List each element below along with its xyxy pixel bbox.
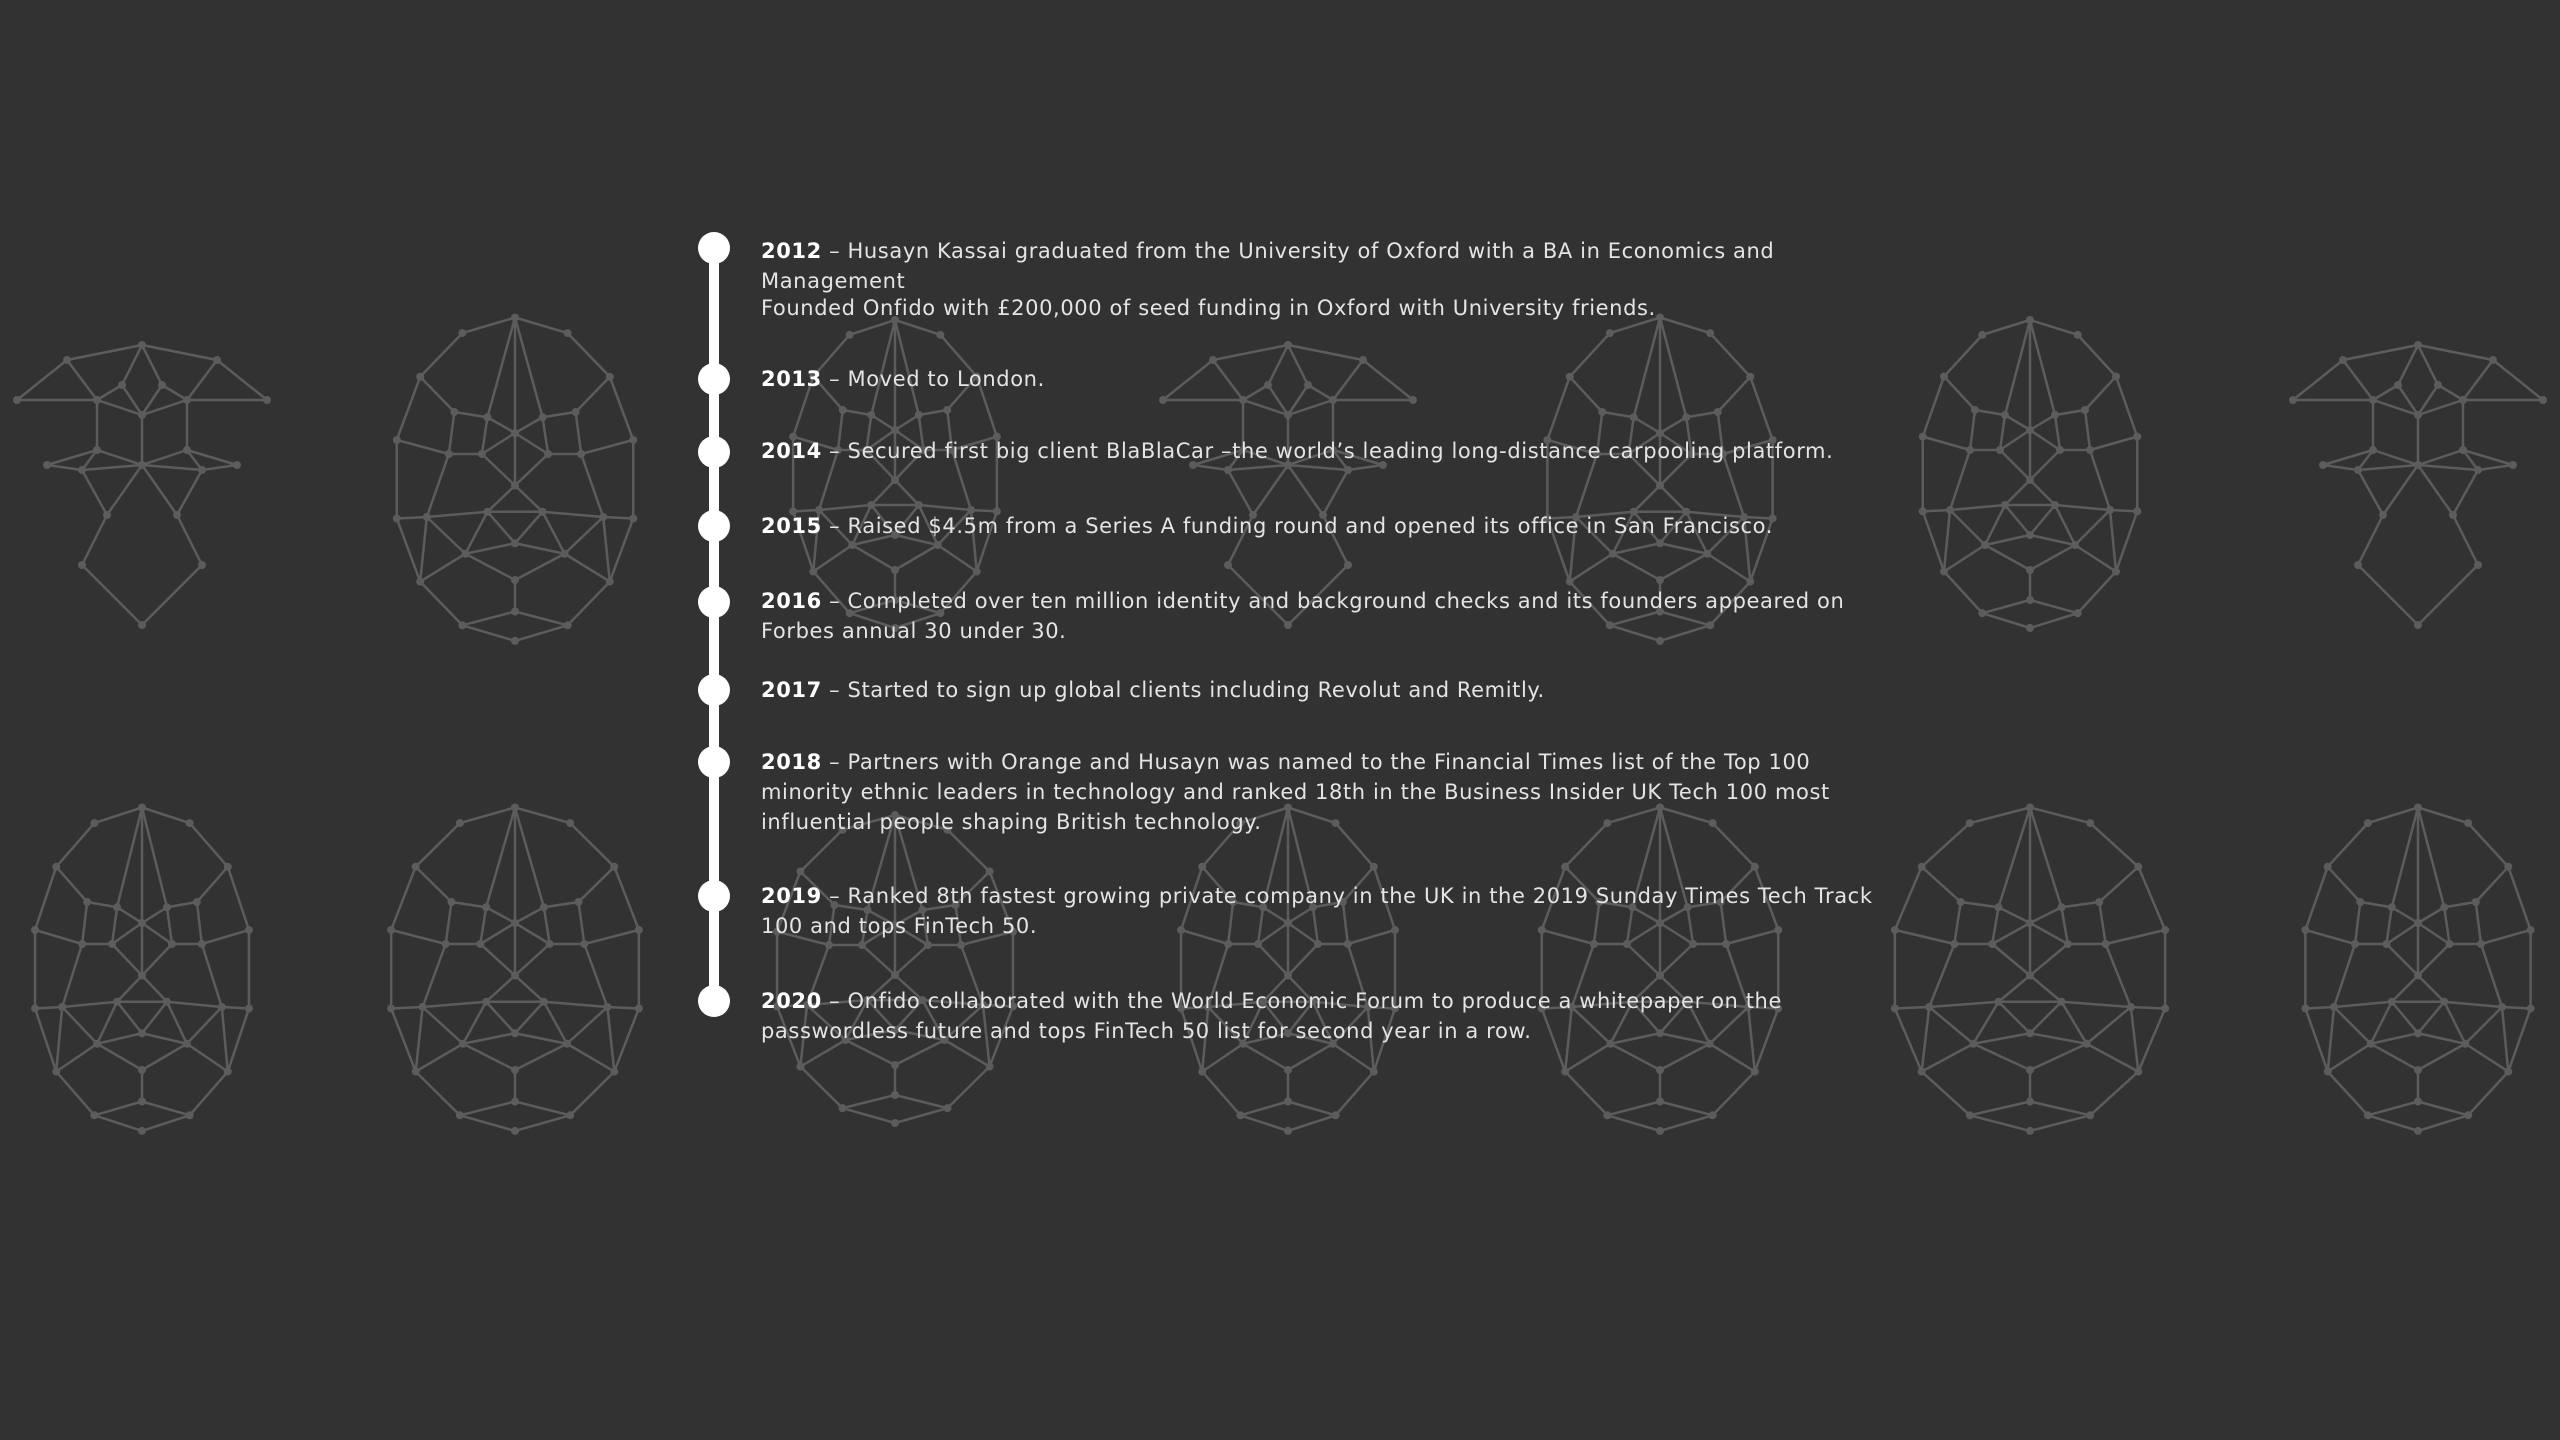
- timeline-dot-2020: [698, 985, 730, 1017]
- timeline-dot-2015: [698, 510, 730, 542]
- entry-year: 2015: [761, 514, 822, 538]
- entry-year: 2018: [761, 750, 822, 774]
- entry-text: – Started to sign up global clients including Revolut and Remitly.: [821, 678, 1545, 702]
- timeline-entry-2018: [761, 747, 1891, 837]
- entry-text: – Moved to London.: [821, 367, 1045, 391]
- timeline-entry-2012-founded: [761, 293, 1891, 323]
- entry-text: – Raised $4.5m from a Series A funding round and opened its office in San Francisco.: [821, 514, 1774, 538]
- timeline-entry-2017: [761, 675, 1891, 705]
- entry-year: 2014: [761, 439, 822, 463]
- timeline-dot-2017: [698, 674, 730, 706]
- entry-text: – Onfido collaborated with the World Economic Forum to produce a whitepaper on the passwordless future and tops FinTech 50 list for second year in a row.: [761, 989, 1782, 1043]
- entry-text: – Secured first big client BlaBlaCar –the world’s leading long-distance carpooling platform.: [821, 439, 1834, 463]
- timeline-dot-2018: [698, 746, 730, 778]
- entry-text: – Completed over ten million identity and background checks and its founders appeared on Forbes annual 30 under 30.: [761, 589, 1845, 643]
- timeline-dot-2019: [698, 880, 730, 912]
- entry-year: 2012: [761, 239, 822, 263]
- timeline-entry-2019: [761, 881, 1891, 941]
- entry-year: 2020: [761, 989, 822, 1013]
- timeline-entry-2020: [761, 986, 1891, 1046]
- timeline-dot-2014: [698, 436, 730, 468]
- entry-text: Founded Onfido with £200,000 of seed funding in Oxford with University friends.: [761, 296, 1656, 320]
- entry-year: 2017: [761, 678, 822, 702]
- entry-year: 2013: [761, 367, 822, 391]
- entry-year: 2019: [761, 884, 822, 908]
- timeline-entry-2012: [761, 236, 1891, 296]
- timeline-entry-2014: [761, 436, 1891, 466]
- timeline-entry-2016: [761, 586, 1891, 646]
- timeline-dot-2013: [698, 363, 730, 395]
- entry-text: – Ranked 8th fastest growing private company in the UK in the 2019 Sunday Times Tech Track 100 and tops FinTech 50.: [761, 884, 1873, 938]
- timeline-dot-2012: [698, 232, 730, 264]
- entry-text: – Husayn Kassai graduated from the University of Oxford with a BA in Economics and Management: [761, 239, 1775, 293]
- entry-year: 2016: [761, 589, 822, 613]
- timeline-dot-2016: [698, 586, 730, 618]
- timeline-entry-2013: [761, 364, 1891, 394]
- entry-text: – Partners with Orange and Husayn was named to the Financial Times list of the Top 100 minority ethnic leaders in technology and ranked 18th in the Business Insider UK Tech 100 most influential people shaping British technology.: [761, 750, 1830, 834]
- timeline-entry-2015: [761, 511, 1891, 541]
